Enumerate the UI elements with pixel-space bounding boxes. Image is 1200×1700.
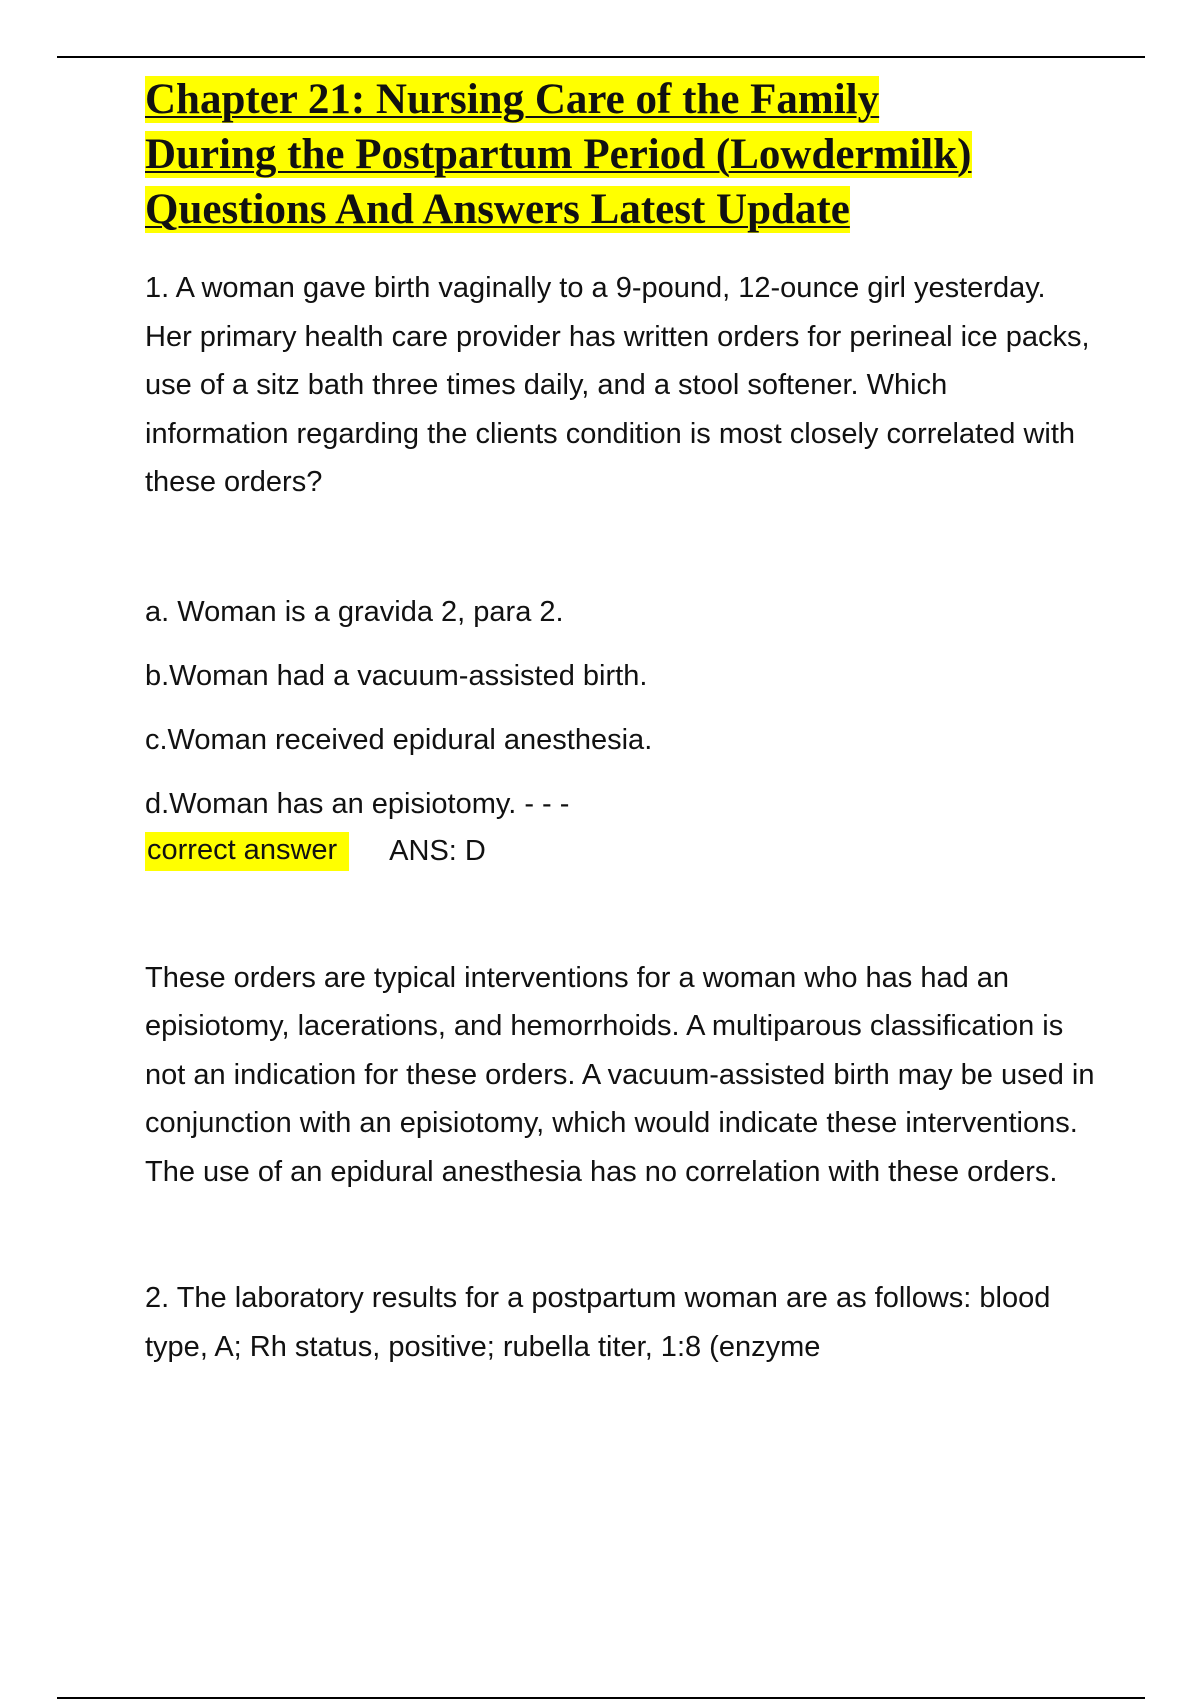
question-1-options bbox=[145, 588, 1095, 828]
question-2-text: 2. The laboratory results for a postpartum woman are as follows: blood type, A; Rh status, positive; rubella titer, 1:8 (enzyme bbox=[145, 1282, 1051, 1363]
option-a: a. Woman is a gravida 2, para 2. bbox=[145, 595, 564, 628]
option-b: b.Woman had a vacuum-assisted birth. bbox=[145, 659, 648, 692]
title-line-1: Chapter 21: Nursing Care of the Family bbox=[145, 76, 880, 123]
title-line-2: During the Postpartum Period (Lowdermilk) bbox=[145, 131, 972, 178]
option-c: c.Woman received epidural anesthesia. bbox=[145, 723, 653, 756]
document-body bbox=[145, 72, 1095, 1371]
top-horizontal-rule bbox=[57, 56, 1145, 58]
chapter-title bbox=[145, 72, 1095, 237]
correct-answer-label: correct answer bbox=[145, 832, 349, 871]
answer-row bbox=[145, 828, 1095, 876]
title-line-3: Questions And Answers Latest Update bbox=[145, 186, 850, 233]
answer-value: ANS: D bbox=[389, 835, 486, 867]
bottom-horizontal-rule bbox=[57, 1697, 1145, 1699]
question-1-text: 1. A woman gave birth vaginally to a 9-pound, 12-ounce girl yesterday. Her primary health care provider has written orders for perineal ice packs, use of a sitz bath three times daily, and a stool softener. Which information regarding the clients condition is most closely correlated with these orders? bbox=[145, 272, 1090, 498]
question-1-rationale: These orders are typical interventions for a woman who has had an episiotomy, lacerations, and hemorrhoids. A multiparous classification is not an indication for these orders. A vacuum-assisted birth may be used in conjunction with an episiotomy, which would indicate these interventions. The use of an epidural anesthesia has no correlation with these orders. bbox=[145, 961, 1095, 1188]
option-d: d.Woman has an episiotomy. - - - bbox=[145, 787, 570, 820]
